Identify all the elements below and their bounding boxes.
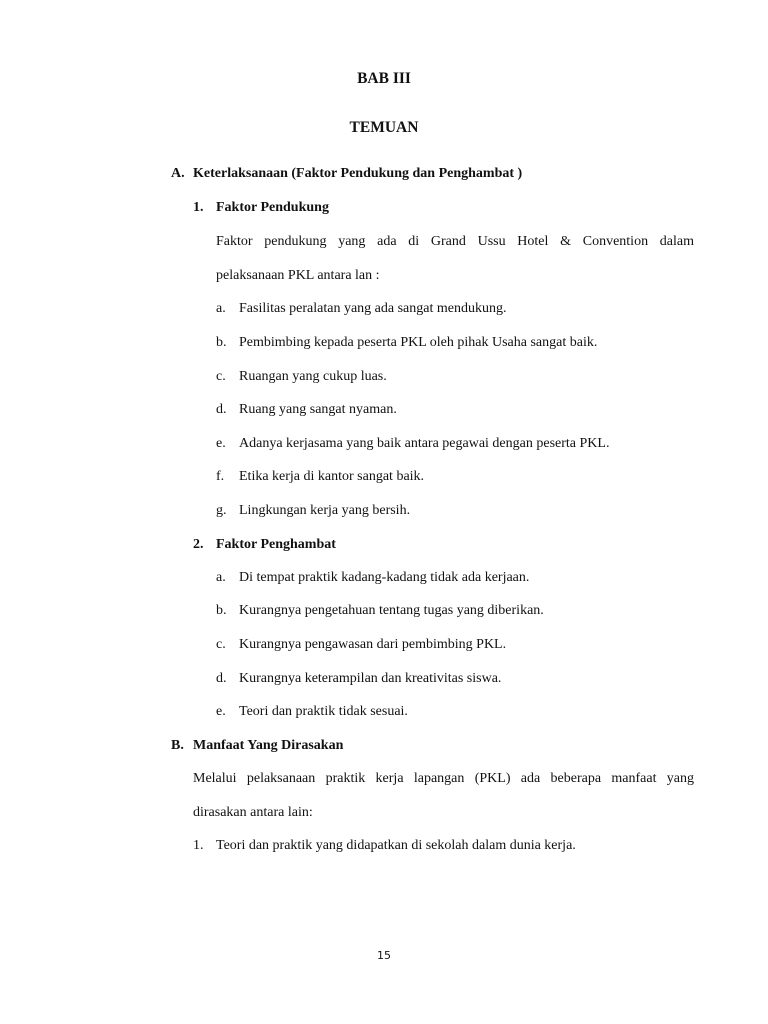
list-item: Di tempat praktik kadang-kadang tidak ada kerjaan. bbox=[239, 570, 530, 585]
sub2-marker: 2. bbox=[193, 537, 204, 552]
list-item-marker: 1. bbox=[193, 838, 204, 853]
list-item-marker: a. bbox=[216, 301, 226, 316]
sub1-paragraph-line: Faktor pendukung yang ada di Grand Ussu Hotel & Convention dalam bbox=[216, 234, 694, 249]
list-item-marker: d. bbox=[216, 671, 227, 686]
list-item-marker: c. bbox=[216, 369, 226, 384]
list-item: Etika kerja di kantor sangat baik. bbox=[239, 469, 425, 484]
list-item-marker: a. bbox=[216, 570, 226, 585]
section-a-heading: Keterlaksanaan (Faktor Pendukung dan Penghambat ) bbox=[193, 166, 523, 181]
section-a-marker: A. bbox=[171, 166, 185, 181]
list-item: Adanya kerjasama yang baik antara pegawai dengan peserta PKL. bbox=[239, 436, 610, 451]
sub2-heading: Faktor Penghambat bbox=[216, 537, 336, 552]
list-item: Fasilitas peralatan yang ada sangat mendukung. bbox=[239, 301, 507, 316]
list-item-marker: e. bbox=[216, 436, 226, 451]
chapter-heading: BAB III bbox=[357, 70, 411, 87]
list-item: Teori dan praktik tidak sesuai. bbox=[239, 704, 408, 719]
list-item-marker: f. bbox=[216, 469, 225, 484]
sub1-heading: Faktor Pendukung bbox=[216, 200, 329, 215]
list-item-marker: e. bbox=[216, 704, 226, 719]
list-item-marker: c. bbox=[216, 637, 226, 652]
sub1-paragraph-line: pelaksanaan PKL antara lan : bbox=[216, 268, 380, 283]
list-item: Lingkungan kerja yang bersih. bbox=[239, 503, 411, 518]
list-item: Kurangnya pengawasan dari pembimbing PKL. bbox=[239, 637, 507, 652]
list-item-marker: g. bbox=[216, 503, 227, 518]
page-number: 15 bbox=[377, 949, 391, 962]
section-b-paragraph-line: dirasakan antara lain: bbox=[193, 805, 313, 820]
list-item-marker: b. bbox=[216, 603, 227, 618]
section-b-paragraph-line: Melalui pelaksanaan praktik kerja lapangan (PKL) ada beberapa manfaat yang bbox=[193, 771, 694, 786]
sub1-marker: 1. bbox=[193, 200, 204, 215]
list-item: Ruangan yang cukup luas. bbox=[239, 369, 387, 384]
section-b-marker: B. bbox=[171, 738, 184, 753]
list-item: Teori dan praktik yang didapatkan di sekolah dalam dunia kerja. bbox=[216, 838, 576, 853]
list-item-marker: d. bbox=[216, 402, 227, 417]
list-item: Ruang yang sangat nyaman. bbox=[239, 402, 397, 417]
chapter-title: TEMUAN bbox=[349, 119, 419, 136]
section-b-heading: Manfaat Yang Dirasakan bbox=[193, 738, 344, 753]
list-item: Pembimbing kepada peserta PKL oleh pihak Usaha sangat baik. bbox=[239, 335, 598, 350]
list-item: Kurangnya keterampilan dan kreativitas siswa. bbox=[239, 671, 502, 686]
list-item: Kurangnya pengetahuan tentang tugas yang diberikan. bbox=[239, 603, 544, 618]
list-item-marker: b. bbox=[216, 335, 227, 350]
